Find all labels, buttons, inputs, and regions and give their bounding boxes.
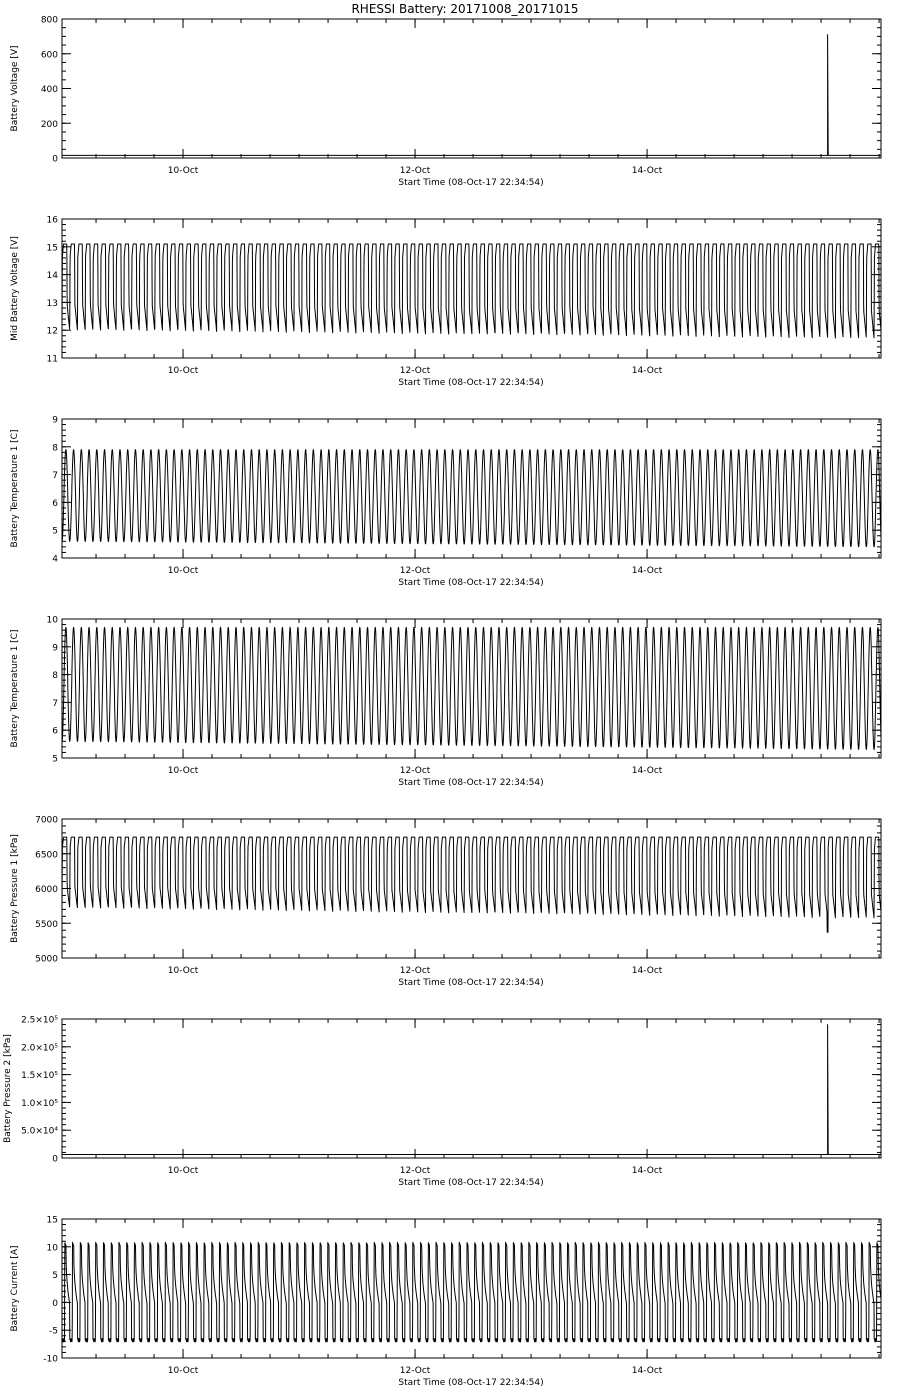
x-axis-label: Start Time (08-Oct-17 22:34:54) <box>398 778 544 788</box>
x-tick-label: 14-Oct <box>631 966 663 976</box>
x-tick-label: 14-Oct <box>631 166 663 176</box>
y-tick-label: 6000 <box>35 885 58 895</box>
y-tick-label: 12 <box>46 326 58 337</box>
y-tick-label: 7 <box>52 471 58 482</box>
x-tick-label: 12-Oct <box>399 166 431 176</box>
x-axis-label: Start Time (08-Oct-17 22:34:54) <box>398 578 544 588</box>
y-tick-label: 5000 <box>35 954 58 965</box>
y-tick-label: 600 <box>40 50 58 61</box>
panel-4 <box>10 616 881 789</box>
x-tick-label: 12-Oct <box>399 566 431 576</box>
y-tick-label: -10 <box>43 1354 58 1365</box>
y-tick-label: 15 <box>46 1215 58 1226</box>
y-tick-label: 8 <box>52 671 58 682</box>
x-axis-label: Start Time (08-Oct-17 22:34:54) <box>398 178 544 188</box>
x-tick-label: 10-Oct <box>167 1166 199 1176</box>
y-axis-label: Battery Temperature 1 [C] <box>10 629 20 748</box>
x-tick-label: 12-Oct <box>399 1166 431 1176</box>
y-tick-label: 10 <box>46 615 58 626</box>
panel-6 <box>3 1016 881 1189</box>
panel-3 <box>10 416 881 589</box>
y-tick-label: 1.0×10⁵ <box>21 1098 58 1109</box>
x-tick-label: 12-Oct <box>399 1366 431 1376</box>
x-tick-label: 12-Oct <box>399 766 431 776</box>
x-tick-label: 14-Oct <box>631 566 663 576</box>
series-line <box>62 35 881 156</box>
x-tick-label: 12-Oct <box>399 366 431 376</box>
y-tick-label: 6 <box>52 498 58 509</box>
y-tick-label: -5 <box>49 1326 58 1337</box>
y-axis-label: Mid Battery Voltage [V] <box>10 236 20 341</box>
y-tick-label: 14 <box>46 271 58 282</box>
y-tick-label: 5 <box>52 526 58 537</box>
y-axis-label: Battery Pressure 2 [kPa] <box>3 1034 13 1143</box>
y-tick-label: 13 <box>46 298 58 309</box>
y-tick-label: 9 <box>52 643 58 654</box>
panels <box>3 16 881 1389</box>
panel-1 <box>10 16 881 189</box>
y-tick-label: 5 <box>52 754 58 765</box>
plot-frame <box>62 1019 881 1158</box>
y-tick-label: 7000 <box>35 815 58 826</box>
y-tick-label: 15 <box>46 243 58 254</box>
y-tick-label: 5 <box>52 1271 58 1282</box>
x-tick-label: 10-Oct <box>167 166 199 176</box>
y-tick-label: 800 <box>40 15 58 26</box>
x-tick-label: 10-Oct <box>167 366 199 376</box>
x-axis-label: Start Time (08-Oct-17 22:34:54) <box>398 978 544 988</box>
x-tick-label: 10-Oct <box>167 566 199 576</box>
series-line <box>62 1025 881 1155</box>
y-tick-label: 1.5×10⁵ <box>21 1071 58 1082</box>
y-tick-label: 0 <box>52 154 58 165</box>
y-axis-label: Battery Current [A] <box>10 1245 20 1332</box>
y-tick-label: 4 <box>52 554 58 565</box>
x-tick-label: 10-Oct <box>167 966 199 976</box>
x-tick-label: 10-Oct <box>167 766 199 776</box>
y-tick-label: 7 <box>52 698 58 709</box>
y-tick-label: 16 <box>46 215 58 226</box>
x-tick-label: 14-Oct <box>631 366 663 376</box>
y-tick-label: 2.5×10⁵ <box>21 1015 58 1026</box>
y-tick-label: 8 <box>52 443 58 454</box>
panel-2 <box>10 216 881 389</box>
x-tick-label: 12-Oct <box>399 966 431 976</box>
y-tick-label: 400 <box>40 85 58 95</box>
x-axis-label: Start Time (08-Oct-17 22:34:54) <box>398 378 544 388</box>
y-tick-label: 0 <box>52 1154 58 1165</box>
x-tick-label: 14-Oct <box>631 766 663 776</box>
y-tick-label: 0 <box>52 1298 58 1309</box>
y-tick-label: 5.0×10⁴ <box>21 1126 58 1137</box>
panel-7 <box>10 1216 881 1389</box>
series-line <box>62 837 881 932</box>
x-tick-label: 14-Oct <box>631 1366 663 1376</box>
series-line <box>62 244 881 338</box>
series-line <box>62 627 881 749</box>
y-tick-label: 2.0×10⁵ <box>21 1043 58 1054</box>
x-tick-label: 14-Oct <box>631 1166 663 1176</box>
x-axis-label: Start Time (08-Oct-17 22:34:54) <box>398 1378 544 1388</box>
y-tick-label: 6 <box>52 726 58 737</box>
y-tick-label: 11 <box>46 354 58 365</box>
x-tick-label: 10-Oct <box>167 1366 199 1376</box>
y-tick-label: 9 <box>52 415 58 426</box>
y-tick-label: 5500 <box>35 919 58 930</box>
y-tick-label: 10 <box>46 1243 58 1254</box>
panel-5 <box>10 816 881 989</box>
plot-frame <box>62 19 881 158</box>
x-axis-label: Start Time (08-Oct-17 22:34:54) <box>398 1178 544 1188</box>
y-axis-label: Battery Temperature 1 [C] <box>10 429 20 548</box>
y-axis-label: Battery Voltage [V] <box>10 45 20 132</box>
series-line <box>62 1242 881 1342</box>
figure-title: RHESSI Battery: 20171008_20171015 <box>351 2 579 16</box>
y-axis-label: Battery Pressure 1 [kPa] <box>10 834 20 943</box>
series-line <box>62 450 881 547</box>
y-tick-label: 200 <box>40 119 58 130</box>
y-tick-label: 6500 <box>35 850 58 861</box>
